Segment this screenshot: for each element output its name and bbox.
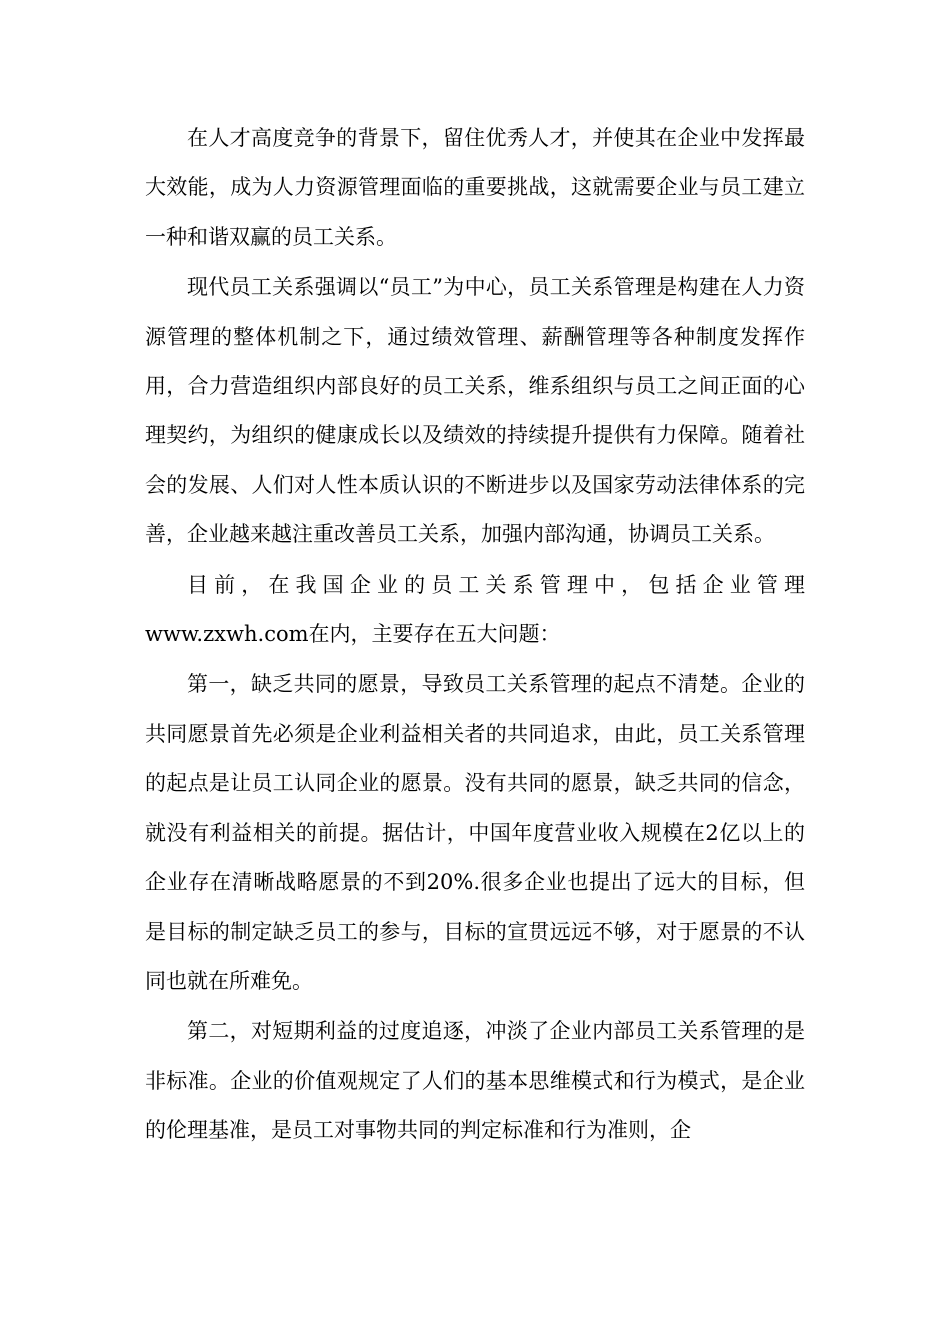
paragraph-problem-one: 第一，缺乏共同的愿景，导致员工关系管理的起点不清楚。企业的共同愿景首先必须是企业利益相关者的共同追求，由此，员工关系管理的起点是让员工认同企业的愿景。没有共同的愿景，缺乏共同的信念，就没有利益相关的前提。据估计，中国年度营业收入规模在2亿以上的企业存在清晰战略愿景的不到20%.很多企业也提出了远大的目标，但是目标的制定缺乏员工的参与，目标的宣贯远远不够，对于愿景的不认同也就在所难免。: [145, 672, 805, 993]
document-body: [145, 114, 805, 1156]
paragraph-five-problems-intro: 目前，在我国企业的员工关系管理中，包括企业管理www.zxwh.com在内，主要存在五大问题：: [145, 572, 805, 647]
paragraph-modern-employee-relations: 现代员工关系强调以“员工”为中心，员工关系管理是构建在人力资源管理的整体机制之下，通过绩效管理、薪酬管理等各种制度发挥作用，合力营造组织内部良好的员工关系，维系组织与员工之间正面的心理契约，为组织的健康成长以及绩效的持续提升提供有力保障。随着社会的发展、人们对人性本质认识的不断进步以及国家劳动法律体系的完善，企业越来越注重改善员工关系，加强内部沟通，协调员工关系。: [145, 275, 805, 547]
paragraph-problem-two: 第二，对短期利益的过度追逐，冲淡了企业内部员工关系管理的是非标准。企业的价值观规定了人们的基本思维模式和行为模式，是企业的伦理基准，是员工对事物共同的判定标准和行为准则，企: [145, 1019, 805, 1143]
paragraph-talent-competition: 在人才高度竞争的背景下，留住优秀人才，并使其在企业中发挥最大效能，成为人力资源管理面临的重要挑战，这就需要企业与员工建立一种和谐双赢的员工关系。: [145, 126, 805, 249]
